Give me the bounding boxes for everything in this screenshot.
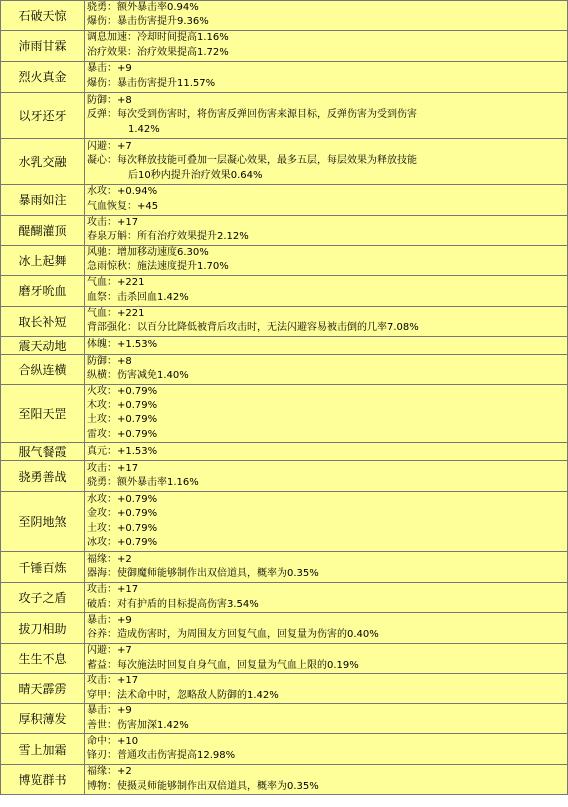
talent-effects bbox=[85, 215, 568, 245]
table-row bbox=[1, 613, 568, 644]
effect-line: 暴击：+9 bbox=[87, 63, 132, 75]
talent-effects bbox=[85, 184, 568, 215]
talent-name: 至阴地煞 bbox=[1, 492, 85, 552]
talent-effects bbox=[85, 30, 568, 61]
table-row bbox=[1, 306, 568, 336]
talent-effects bbox=[85, 275, 568, 306]
talent-name: 千锤百炼 bbox=[1, 552, 85, 583]
talent-name: 攻子之盾 bbox=[1, 583, 85, 613]
table-row bbox=[1, 1, 568, 31]
talent-name: 以牙还牙 bbox=[1, 92, 85, 138]
effect-line: 攻击：+17 bbox=[87, 675, 139, 687]
effect-line: 急雨惊秋：施法速度提升1.70% bbox=[87, 261, 229, 273]
talent-effects bbox=[85, 765, 568, 795]
talent-effects bbox=[85, 384, 568, 443]
effect-line: 气血：+221 bbox=[87, 307, 145, 319]
effect-line: 风驰：增加移动速度6.30% bbox=[87, 246, 209, 258]
table-row bbox=[1, 184, 568, 215]
table-row bbox=[1, 92, 568, 138]
table-row bbox=[1, 384, 568, 443]
effect-line: 锋刃：普通攻击伤害提高12.98% bbox=[87, 750, 236, 762]
table-row bbox=[1, 734, 568, 765]
talent-effects bbox=[85, 443, 568, 461]
table-row bbox=[1, 765, 568, 795]
effect-line: 火攻：+0.79% bbox=[87, 385, 158, 397]
effect-line: 木攻：+0.79% bbox=[87, 400, 158, 412]
effect-line: 气血恢复：+45 bbox=[87, 200, 159, 212]
effect-line: 真元：+1.53% bbox=[87, 445, 158, 457]
effect-line: 土攻：+0.79% bbox=[87, 522, 158, 534]
effect-line: 善世：伤害加深1.42% bbox=[87, 719, 189, 731]
talent-effects bbox=[85, 492, 568, 552]
talent-name: 磨牙吮血 bbox=[1, 275, 85, 306]
effect-line: 骁勇：额外暴击率0.94% bbox=[87, 2, 199, 13]
effect-line-continuation: 后10秒内提升治疗效果0.64% bbox=[128, 169, 263, 181]
talent-name: 骁勇善战 bbox=[1, 461, 85, 492]
effect-line: 气血：+221 bbox=[87, 277, 145, 289]
table-row bbox=[1, 138, 568, 184]
table-row bbox=[1, 245, 568, 275]
talent-effects bbox=[85, 92, 568, 138]
effect-line: 福缘：+2 bbox=[87, 766, 132, 778]
talent-name: 至阳天罡 bbox=[1, 384, 85, 443]
talent-effects bbox=[85, 336, 568, 354]
effect-line: 防御：+8 bbox=[87, 94, 132, 106]
effect-line: 骁勇：额外暴击率1.16% bbox=[87, 477, 199, 489]
table-row bbox=[1, 644, 568, 674]
table-row bbox=[1, 583, 568, 613]
talent-name: 冰上起舞 bbox=[1, 245, 85, 275]
talent-name: 服气餐霞 bbox=[1, 443, 85, 461]
talent-name: 拔刀相助 bbox=[1, 613, 85, 644]
effect-line: 水攻：+0.79% bbox=[87, 493, 158, 505]
effect-line: 治疗效果：治疗效果提高1.72% bbox=[87, 46, 229, 58]
effect-line: 攻击：+17 bbox=[87, 216, 139, 228]
effect-line: 水攻：+0.94% bbox=[87, 186, 158, 198]
effect-line: 反弹：每次受到伤害时，将伤害反弹回伤害来源目标，反弹伤害为受到伤害 bbox=[87, 109, 417, 121]
talent-effects bbox=[85, 461, 568, 492]
talent-name: 生生不息 bbox=[1, 644, 85, 674]
talent-effects bbox=[85, 306, 568, 336]
talent-effects bbox=[85, 61, 568, 92]
talent-effects bbox=[85, 1, 568, 31]
talent-effects bbox=[85, 245, 568, 275]
effect-line: 穿甲：法术命中时，忽略敌人防御的1.42% bbox=[87, 689, 279, 701]
table-row bbox=[1, 704, 568, 734]
talent-effects bbox=[85, 354, 568, 384]
talent-effects bbox=[85, 138, 568, 184]
effect-line: 闪避：+7 bbox=[87, 645, 132, 657]
talent-name: 暴雨如注 bbox=[1, 184, 85, 215]
effect-line-continuation: 1.42% bbox=[128, 123, 160, 135]
effect-line: 体魄：+1.53% bbox=[87, 339, 158, 351]
talent-name: 取长补短 bbox=[1, 306, 85, 336]
effect-line: 土攻：+0.79% bbox=[87, 414, 158, 426]
talent-name: 震天动地 bbox=[1, 336, 85, 354]
effect-line: 冰攻：+0.79% bbox=[87, 537, 158, 549]
effect-line: 谷养：造成伤害时，为周围友方回复气血，回复量为伤害的0.40% bbox=[87, 629, 379, 641]
effect-line: 器海：使御魔师能够制作出双倍道具，概率为0.35% bbox=[87, 568, 319, 580]
effect-line: 纵横：伤害减免1.40% bbox=[87, 370, 189, 382]
talent-name: 水乳交融 bbox=[1, 138, 85, 184]
effect-line: 蓄益：每次施法时回复自身气血，回复量为气血上限的0.19% bbox=[87, 659, 359, 671]
table-row bbox=[1, 674, 568, 704]
effect-line: 防御：+8 bbox=[87, 355, 132, 367]
effect-line: 雷攻：+0.79% bbox=[87, 428, 158, 440]
effect-line: 攻击：+17 bbox=[87, 462, 139, 474]
table-row bbox=[1, 215, 568, 245]
effect-line: 背部强化：以百分比降低被背后攻击时，无法闪避容易被击倒的几率7.08% bbox=[87, 322, 419, 334]
talent-name: 晴天霹雳 bbox=[1, 674, 85, 704]
talent-effects bbox=[85, 674, 568, 704]
effect-line: 命中：+10 bbox=[87, 735, 139, 747]
effect-line: 爆伤：暴击伤害提升11.57% bbox=[87, 77, 216, 89]
table-row bbox=[1, 30, 568, 61]
talent-effects bbox=[85, 552, 568, 583]
talent-name: 雪上加霜 bbox=[1, 734, 85, 765]
table-row bbox=[1, 552, 568, 583]
table-row bbox=[1, 492, 568, 552]
effect-line: 暴击：+9 bbox=[87, 614, 132, 626]
effect-line: 爆伤：暴击伤害提升9.36% bbox=[87, 16, 209, 28]
effect-line: 金攻：+0.79% bbox=[87, 508, 158, 520]
effect-line: 破盾：对有护盾的目标提高伤害3.54% bbox=[87, 598, 259, 610]
table-row bbox=[1, 336, 568, 354]
effect-line: 攻击：+17 bbox=[87, 584, 139, 596]
talent-name: 博览群书 bbox=[1, 765, 85, 795]
effect-line: 血祭：击杀回血1.42% bbox=[87, 291, 189, 303]
talent-name: 厚积薄发 bbox=[1, 704, 85, 734]
talent-effects bbox=[85, 734, 568, 765]
effect-line: 闪避：+7 bbox=[87, 140, 132, 152]
effect-line: 调息加速：冷却时间提高1.16% bbox=[87, 32, 229, 44]
table-row bbox=[1, 461, 568, 492]
talent-name: 沛雨甘霖 bbox=[1, 30, 85, 61]
talent-name: 醍醐灌顶 bbox=[1, 215, 85, 245]
table-row bbox=[1, 354, 568, 384]
talent-name: 烈火真金 bbox=[1, 61, 85, 92]
table-row bbox=[1, 275, 568, 306]
talent-effects bbox=[85, 583, 568, 613]
table-body bbox=[1, 1, 568, 795]
effect-line: 凝心：每次释放技能可叠加一层凝心效果，最多五层，每层效果为释放技能 bbox=[87, 155, 417, 167]
talent-name: 石破天惊 bbox=[1, 1, 85, 31]
table-row bbox=[1, 443, 568, 461]
effect-line: 暴击：+9 bbox=[87, 705, 132, 717]
talent-effects bbox=[85, 613, 568, 644]
effect-line: 博物：使摄灵师能够制作出双倍道具，概率为0.35% bbox=[87, 780, 319, 792]
talent-effects bbox=[85, 704, 568, 734]
effect-line: 春泉万斛：所有治疗效果提升2.12% bbox=[87, 231, 249, 243]
table-row bbox=[1, 61, 568, 92]
talent-effects bbox=[85, 644, 568, 674]
talent-name: 合纵连横 bbox=[1, 354, 85, 384]
effect-line: 福缘：+2 bbox=[87, 553, 132, 565]
